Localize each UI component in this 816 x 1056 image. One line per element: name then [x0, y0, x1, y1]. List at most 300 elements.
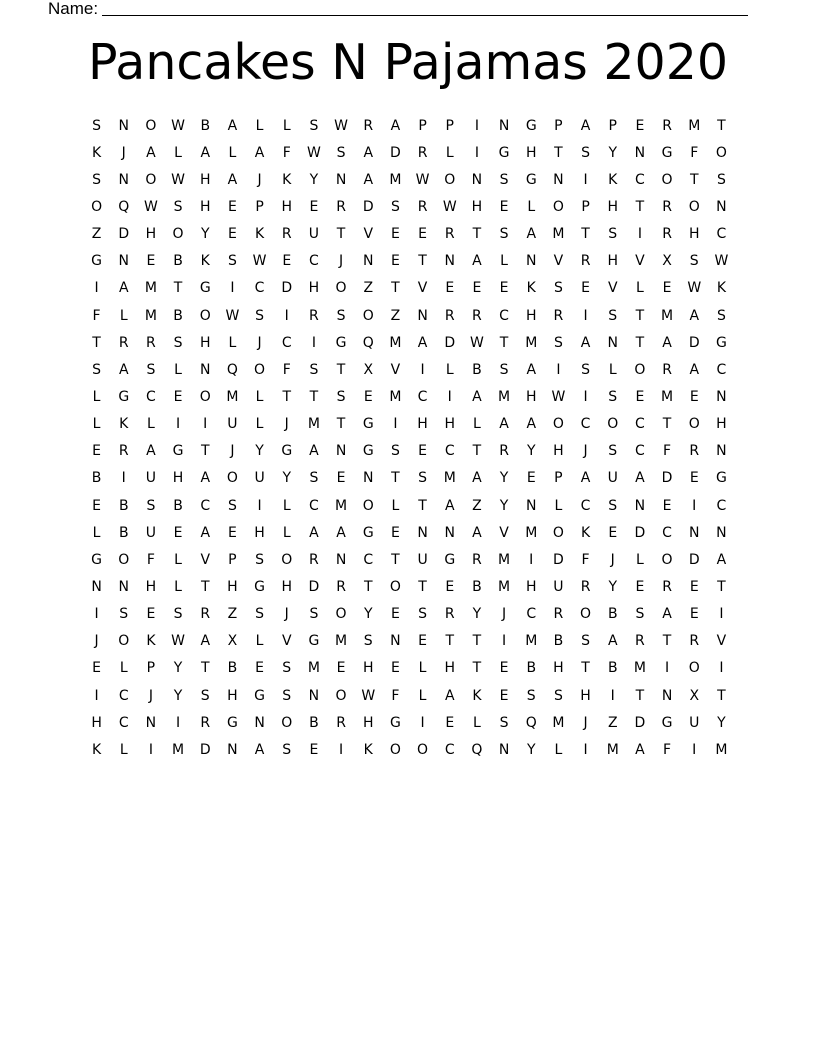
grid-letter: E [390, 226, 400, 243]
grid-letter: F [282, 361, 291, 378]
grid-letter: A [499, 416, 509, 433]
grid-letter: R [417, 144, 428, 161]
grid-letter: T [472, 226, 482, 243]
grid-letter: S [608, 443, 618, 460]
grid-letter: Y [608, 144, 618, 161]
grid-letter: O [634, 361, 646, 378]
grid-letter: N [689, 524, 700, 541]
grid-letter: A [662, 334, 672, 351]
grid-letter: O [335, 280, 347, 297]
grid-letter: J [583, 443, 588, 460]
grid-letter: R [472, 307, 482, 324]
grid-letter: I [474, 144, 479, 161]
grid-letter: S [716, 171, 726, 188]
grid-letter: D [362, 198, 374, 215]
grid-letter: F [581, 551, 590, 568]
grid-letter: K [91, 741, 102, 758]
grid-letter: O [389, 578, 401, 595]
grid-letter: K [363, 741, 373, 758]
grid-letter: O [580, 606, 592, 623]
grid-letter: E [445, 578, 455, 595]
grid-letter: U [689, 714, 700, 731]
grid-letter: C [716, 497, 727, 514]
grid-letter: V [390, 361, 401, 378]
grid-letter: E [662, 280, 672, 297]
grid-letter: S [282, 687, 292, 704]
grid-letter: L [255, 117, 264, 134]
grid-letter: E [390, 606, 400, 623]
grid-letter: E [173, 524, 183, 541]
grid-letter: I [583, 307, 588, 324]
grid-letter: C [635, 443, 645, 460]
grid-letter: P [581, 198, 590, 215]
grid-letter: O [552, 198, 564, 215]
grid-letter: R [662, 198, 672, 215]
grid-letter: T [173, 280, 183, 297]
grid-letter: L [92, 416, 101, 433]
grid-letter: M [552, 226, 565, 243]
grid-letter: I [176, 416, 181, 433]
grid-letter: X [689, 687, 700, 704]
grid-letter: C [635, 416, 645, 433]
grid-letter: S [119, 606, 129, 623]
grid-letter: L [174, 361, 182, 378]
grid-letter: E [689, 388, 699, 405]
grid-letter: K [526, 280, 536, 297]
grid-letter: M [144, 307, 157, 324]
grid-letter: A [309, 524, 319, 541]
grid-letter: D [634, 524, 646, 541]
grid-letter: V [417, 280, 428, 297]
grid-letter: S [282, 741, 292, 758]
grid-letter: I [692, 741, 697, 758]
grid-letter: V [635, 253, 645, 270]
grid-letter: L [92, 524, 101, 541]
grid-letter: A [417, 334, 428, 351]
grid-letter: T [309, 388, 319, 405]
grid-letter: W [687, 280, 702, 297]
grid-letter: C [254, 280, 265, 297]
grid-letter: C [281, 334, 292, 351]
grid-letter: N [444, 253, 455, 270]
grid-letter: F [92, 307, 101, 324]
grid-letter: C [200, 497, 211, 514]
grid-letter: O [118, 551, 130, 568]
grid-letter: W [252, 253, 267, 270]
grid-letter: E [227, 198, 237, 215]
grid-letter: N [526, 253, 537, 270]
grid-letter: S [309, 117, 319, 134]
grid-letter: E [146, 606, 156, 623]
grid-letter: T [472, 660, 482, 677]
grid-letter: R [118, 334, 129, 351]
grid-letter: O [444, 171, 456, 188]
grid-letter: I [692, 497, 697, 514]
grid-letter: D [390, 144, 401, 161]
grid-letter: L [174, 551, 182, 568]
grid-letter: C [662, 524, 672, 541]
grid-letter: Z [363, 280, 374, 297]
grid-letter: N [716, 443, 727, 460]
grid-letter: M [715, 741, 728, 758]
grid-letter: J [257, 334, 262, 351]
grid-letter: G [362, 416, 374, 433]
grid-letter: N [553, 171, 564, 188]
grid-letter: T [717, 578, 726, 595]
grid-letter: P [554, 117, 563, 134]
grid-letter: C [309, 497, 319, 514]
grid-letter: L [119, 660, 128, 677]
grid-letter: T [662, 416, 672, 433]
grid-letter: L [228, 144, 237, 161]
grid-letter: L [500, 253, 508, 270]
grid-letter: G [335, 334, 347, 351]
grid-letter: S [309, 361, 319, 378]
grid-letter: Y [173, 660, 183, 677]
grid-letter: Y [472, 606, 482, 623]
grid-letter: U [417, 551, 428, 568]
grid-letter: T [92, 334, 101, 351]
grid-letter: G [444, 551, 456, 568]
grid-letter: E [92, 443, 101, 460]
grid-letter: M [525, 334, 538, 351]
grid-letter: H [308, 280, 320, 297]
grid-letter: F [663, 741, 672, 758]
grid-letter: D [688, 551, 700, 568]
grid-letter: S [390, 443, 400, 460]
grid-letter: C [526, 606, 537, 623]
grid-letter: G [389, 714, 401, 731]
grid-letter: L [255, 388, 264, 405]
grid-letter: C [417, 388, 428, 405]
grid-letter: G [525, 117, 537, 134]
grid-letter: K [716, 280, 726, 297]
grid-letter: E [499, 280, 509, 297]
grid-letter: L [119, 741, 128, 758]
grid-letter: A [118, 361, 129, 378]
grid-letter: S [200, 687, 210, 704]
grid-letter: H [553, 443, 564, 460]
grid-letter: A [146, 443, 156, 460]
grid-letter: M [335, 633, 348, 650]
grid-letter: N [444, 524, 455, 541]
grid-letter: M [498, 388, 511, 405]
grid-letter: G [254, 578, 265, 595]
grid-letter: A [526, 226, 537, 243]
grid-letter: Y [499, 497, 509, 514]
grid-letter: C [580, 497, 591, 514]
grid-letter: E [418, 443, 427, 460]
grid-letter: R [553, 606, 564, 623]
grid-letter: G [661, 144, 673, 161]
grid-letter: M [172, 741, 185, 758]
grid-letter: O [281, 714, 293, 731]
grid-letter: I [583, 741, 588, 758]
grid-letter: P [445, 117, 454, 134]
grid-letter: T [635, 198, 645, 215]
grid-letter: R [580, 253, 591, 270]
grid-letter: A [254, 144, 265, 161]
grid-letter: A [635, 741, 645, 758]
grid-letter: I [583, 388, 588, 405]
grid-letter: R [580, 578, 591, 595]
grid-letter: I [311, 334, 316, 351]
grid-letter: O [661, 551, 673, 568]
grid-letter: A [444, 497, 455, 514]
grid-letter: A [472, 388, 482, 405]
grid-letter: R [689, 443, 700, 460]
grid-letter: N [498, 741, 510, 758]
grid-letter: A [336, 524, 346, 541]
grid-letter: E [418, 633, 427, 650]
grid-letter: M [389, 171, 402, 188]
grid-letter: V [499, 524, 509, 541]
grid-letter: E [418, 226, 427, 243]
grid-letter: A [526, 416, 537, 433]
grid-letter: I [420, 361, 425, 378]
grid-letter: M [606, 741, 619, 758]
grid-letter: C [580, 416, 591, 433]
grid-letter: A [363, 144, 374, 161]
grid-letter: B [553, 633, 564, 650]
grid-letter: E [635, 388, 645, 405]
grid-letter: C [635, 171, 645, 188]
grid-letter: S [173, 198, 183, 215]
grid-letter: N [607, 334, 618, 351]
grid-letter: Q [525, 714, 537, 731]
grid-letter: E [499, 660, 509, 677]
grid-letter: O [389, 741, 401, 758]
grid-letter: T [200, 443, 210, 460]
grid-letter: P [255, 198, 264, 215]
grid-letter: O [91, 198, 103, 215]
grid-letter: Q [471, 741, 483, 758]
grid-letter: H [227, 687, 238, 704]
grid-letter: S [635, 606, 645, 623]
grid-letter: T [418, 497, 427, 514]
grid-letter: B [173, 307, 183, 324]
grid-letter: G [172, 443, 184, 460]
grid-letter: X [662, 253, 672, 270]
grid-letter: Y [200, 226, 210, 243]
grid-letter: S [336, 307, 346, 324]
grid-letter: L [473, 416, 481, 433]
grid-letter: A [580, 470, 591, 487]
grid-letter: T [581, 660, 590, 677]
grid-letter: A [472, 470, 482, 487]
grid-letter: E [309, 198, 319, 215]
name-field [48, 0, 748, 19]
grid-letter: N [118, 253, 129, 270]
grid-letter: P [554, 470, 563, 487]
grid-letter: S [499, 226, 509, 243]
grid-letter: W [171, 117, 185, 134]
grid-letter: I [148, 741, 153, 758]
grid-letter: I [474, 117, 479, 134]
grid-letter: N [363, 470, 374, 487]
grid-letter: G [715, 334, 727, 351]
grid-letter: B [118, 497, 129, 514]
grid-letter: S [92, 171, 102, 188]
grid-letter: A [580, 334, 591, 351]
grid-letter: S [608, 226, 618, 243]
grid-letter: R [472, 551, 482, 568]
grid-letter: E [390, 524, 400, 541]
grid-letter: D [308, 578, 320, 595]
grid-letter: B [607, 606, 618, 623]
grid-letter: R [200, 606, 211, 623]
grid-letter: B [526, 660, 537, 677]
grid-letter: Y [282, 470, 292, 487]
grid-letter: T [282, 388, 292, 405]
grid-letter: O [172, 226, 184, 243]
grid-letter: H [362, 660, 374, 677]
grid-letter: A [118, 280, 129, 297]
grid-letter: M [335, 497, 348, 514]
grid-letter: S [581, 144, 591, 161]
grid-letter: H [716, 416, 727, 433]
grid-letter: L [418, 660, 427, 677]
grid-letter: S [146, 361, 156, 378]
grid-letter: K [119, 416, 129, 433]
grid-letter: T [200, 660, 210, 677]
grid-letter: V [281, 633, 292, 650]
grid-letter: H [254, 524, 265, 541]
grid-letter: F [690, 144, 699, 161]
grid-letter: H [91, 714, 102, 731]
grid-letter: M [661, 307, 674, 324]
grid-letter: B [91, 470, 102, 487]
grid-letter: R [662, 361, 672, 378]
grid-letter: Z [227, 606, 238, 623]
grid-letter: A [716, 551, 727, 568]
grid-letter: G [661, 714, 673, 731]
grid-letter: T [418, 578, 427, 595]
grid-letter: P [146, 660, 156, 677]
grid-letter: T [200, 578, 210, 595]
grid-letter: I [94, 280, 99, 297]
grid-letter: K [580, 524, 591, 541]
grid-letter: S [499, 361, 509, 378]
grid-letter: R [662, 117, 672, 134]
grid-letter: L [255, 416, 264, 433]
grid-letter: C [444, 443, 455, 460]
grid-letter: L [391, 497, 400, 514]
grid-letter: H [362, 714, 374, 731]
grid-letter: E [526, 470, 536, 487]
grid-letter: H [199, 171, 211, 188]
grid-letter: E [689, 470, 699, 487]
grid-letter: J [230, 443, 235, 460]
grid-letter: E [608, 524, 618, 541]
grid-letter: S [173, 606, 183, 623]
grid-letter: E [635, 117, 645, 134]
grid-letter: S [255, 606, 265, 623]
grid-letter: R [662, 578, 672, 595]
grid-letter: A [390, 117, 401, 134]
grid-letter: E [390, 253, 400, 270]
grid-letter: Y [717, 714, 726, 731]
grid-letter: N [716, 388, 727, 405]
grid-letter: K [282, 171, 292, 188]
grid-letter: O [607, 416, 619, 433]
grid-letter: L [282, 117, 291, 134]
grid-letter: K [472, 687, 482, 704]
grid-letter: C [363, 551, 374, 568]
grid-letter: L [636, 551, 644, 568]
grid-letter: K [146, 633, 156, 650]
grid-letter: A [635, 470, 645, 487]
grid-letter: A [689, 361, 700, 378]
grid-letter: S [336, 388, 346, 405]
grid-letter: S [499, 714, 509, 731]
grid-letter: T [363, 578, 373, 595]
grid-letter: T [391, 551, 400, 568]
grid-letter: L [554, 497, 563, 514]
grid-letter: G [91, 551, 102, 568]
grid-letter: N [145, 714, 157, 731]
grid-letter: M [633, 660, 646, 677]
grid-letter: L [282, 524, 291, 541]
grid-letter: Q [362, 334, 374, 351]
grid-letter: T [717, 117, 726, 134]
grid-letter: T [635, 307, 645, 324]
grid-letter: A [472, 253, 482, 270]
grid-letter: I [230, 280, 235, 297]
grid-letter: M [552, 714, 565, 731]
grid-letter: L [228, 334, 237, 351]
grid-letter: W [334, 117, 348, 134]
grid-letter: J [284, 606, 289, 623]
grid-letter: H [281, 198, 292, 215]
grid-letter: N [200, 361, 211, 378]
grid-letter: A [227, 117, 238, 134]
grid-letter: S [553, 334, 563, 351]
grid-letter: T [689, 171, 699, 188]
grid-letter: I [94, 606, 99, 623]
grid-letter: O [417, 741, 429, 758]
grid-letter: E [445, 714, 455, 731]
grid-letter: V [716, 633, 727, 650]
grid-letter: V [553, 253, 564, 270]
grid-letter: C [716, 226, 727, 243]
grid-letter: E [282, 253, 292, 270]
grid-letter: N [526, 497, 537, 514]
grid-letter: B [173, 497, 183, 514]
grid-letter: S [689, 253, 699, 270]
grid-letter: L [445, 144, 454, 161]
grid-letter: T [662, 633, 672, 650]
grid-letter: H [471, 198, 483, 215]
grid-letter: E [336, 660, 346, 677]
grid-letter: U [227, 416, 238, 433]
grid-letter: L [473, 714, 481, 731]
grid-letter: Y [173, 687, 183, 704]
grid-letter: A [472, 524, 482, 541]
grid-letter: L [418, 687, 427, 704]
grid-letter: E [662, 497, 672, 514]
grid-letter: B [227, 660, 238, 677]
grid-letter: R [444, 226, 455, 243]
grid-letter: L [527, 198, 536, 215]
grid-letter: I [556, 361, 561, 378]
grid-letter: A [662, 606, 672, 623]
grid-letter: O [118, 633, 130, 650]
grid-letter: M [307, 416, 320, 433]
grid-letter: M [525, 524, 538, 541]
grid-letter: E [92, 497, 101, 514]
grid-letter: I [339, 741, 344, 758]
